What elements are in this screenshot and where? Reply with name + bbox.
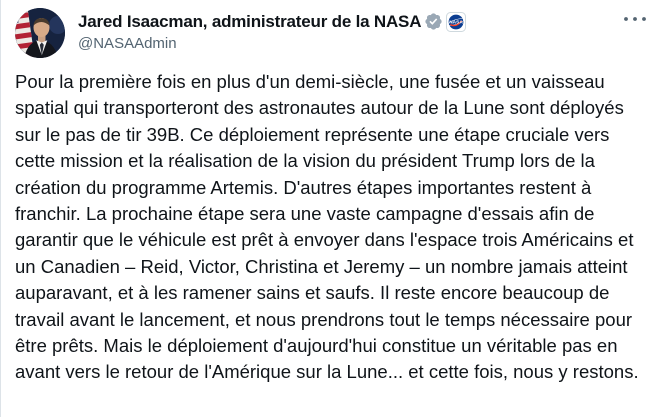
display-name[interactable]: Jared Isaacman, administrateur de la NASA bbox=[78, 12, 422, 31]
nasa-logo-text: NASA bbox=[449, 20, 464, 26]
ellipsis-more-icon bbox=[623, 16, 647, 22]
avatar-photo bbox=[15, 8, 65, 58]
more-menu-button[interactable] bbox=[621, 12, 649, 26]
verified-badge-icon[interactable] bbox=[424, 12, 443, 31]
name-row bbox=[78, 11, 466, 32]
tweet-header bbox=[1, 0, 661, 58]
avatar[interactable] bbox=[15, 8, 65, 58]
author-identity bbox=[78, 8, 466, 52]
nasa-affiliate-badge-icon[interactable] bbox=[446, 12, 466, 32]
tweet-text: Pour la première fois en plus d'un demi-siècle, une fusée et un vaisseau spatial qui transporteront des astronautes autour de la Lune sont déployés sur le pas de tir 39B. Ce déploiement représente une étape cruciale vers cette mission et la réalisation de la vision du président Trump lors de la création du programme Artemis. D'autres étapes importantes restent à franchir. La prochaine étape sera une vaste campagne d'essais afin de garantir que le véhicule est prêt à envoyer dans l'espace trois Américains et un Canadien – Reid, Victor, Christina et Jeremy – un nombre jamais atteint auparavant, et à les ramener sains et saufs. Il reste encore beaucoup de travail avant le lancement, et nous prendrons tout le temps nécessaire pour être prêts. Mais le déploiement d'aujourd'hui constitue un véritable pas en avant vers le retour de l'Amérique sur la Lune... et cette fois, nous y restons. bbox=[15, 71, 639, 383]
user-handle[interactable]: @NASAAdmin bbox=[78, 35, 177, 52]
